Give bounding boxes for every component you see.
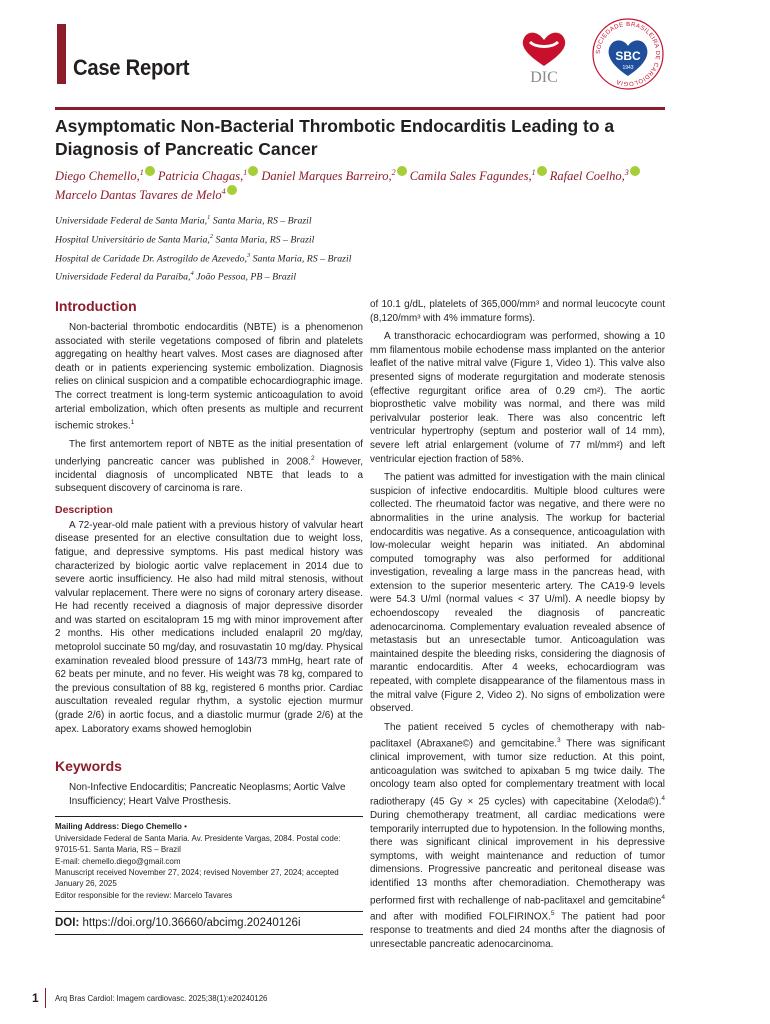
footer-citation: Arq Bras Cardiol: Imagem cardiovasc. 2025;38(1):e20240126 — [55, 994, 268, 1003]
body-paragraph: A transthoracic echocardiogram was performed, showing a 10 mm filamentous mobile echodense mass implanted on the anterior leaflet of the native mitral valve (Figure 1, Video 1). This valve also presented signs of moderate regurgitation and moderate stenosis (effective regurgitant orifice area of 0.29 cm²). The aortic bioprosthetic valve mobility was normal, and there was mild perivalvular posterior leak. There was also concentric left ventricular hypertrophy (septum and posterior wall of 14 mm), severe left atrial enlargement (volume of 77 ml/mm²) and left ventricular ejection fraction of 58%. — [370, 331, 665, 465]
doi-label: DOI: — [55, 917, 80, 930]
author-name[interactable]: Marcelo Dantas Tavares de Melo — [55, 188, 222, 203]
introduction-paragraph: Non-bacterial thrombotic endocarditis (NBTE) is a phenomenon associated with sterile vegetations composed of fibrin and platelets aggregating on healthy heart valves. Most cases are diagnosed after death or in patients experiencing systemic embolization. Diagnosis relies on clinical suspicion and a compatible echocardiographic image. The correct treatment is long-term systemic anticoagulation to avoid arterial embolization, which often presents as multiple and recurrent ischemic strokes.$^1$ — [55, 322, 363, 432]
page-number: 1 — [32, 991, 39, 1005]
section-label: Case Report — [73, 55, 190, 80]
doi-link[interactable]: https://doi.org/10.36660/abcimg.20240126i — [79, 917, 301, 930]
affiliation-list — [55, 210, 675, 285]
author-name[interactable]: Daniel Marques Barreiro, — [261, 169, 392, 184]
affiliation-line: Universidade Federal de Santa Maria,$^1$ Santa Maria, RS – Brazil — [55, 214, 312, 227]
orcid-icon[interactable] — [248, 166, 258, 176]
left-column — [55, 298, 363, 935]
body-paragraph: The patient received 5 cycles of chemotherapy with nab-paclitaxel (Abraxane©) and gemcitabine.$^3$ There was significant clinical improvement, with tumor size reduction. At this point, anticoagulation was switched to apixaban 5 mg twice daily. The oncology team also opted for complementary treatment with local radiotherapy (45 Gy × 25 cycles) with capecitabine (Xeloda©).$^4$ During chemotherapy treatment, all cardiac medications were temporarily interrupted due to hypotension. In the following months, there was significant clinical improvement in his depressive symptoms, with weight maintenance and reduction of tumor dimensions. Progressive pancreatic and peritoneal disease was identified 13 months after chemoradiation. Chemotherapy was performed first with rechallenge of nab-paclitaxel and gemcitabine$^4$ and after with modified FOLFIRINOX.$^5$ The patient had poor response to treatments and died 24 months after the diagnosis of unresectable pancreatic adenocarcinoma. — [370, 721, 665, 950]
orcid-icon[interactable] — [537, 166, 547, 176]
orcid-icon[interactable] — [630, 166, 640, 176]
introduction-heading: Introduction — [55, 298, 137, 314]
mailing-line: Universidade Federal de Santa Maria. Av. Presidente Vargas, 2084. Postal code: 97015-51. Santa Maria, RS – Brazil — [55, 833, 341, 855]
keywords-heading: Keywords — [55, 758, 122, 775]
mailing-email[interactable]: E-mail: chemello.diego@gmail.com — [55, 856, 181, 866]
author-name[interactable]: Camila Sales Fagundes, — [409, 169, 532, 184]
author-name[interactable]: Diego Chemello, — [55, 169, 140, 184]
sbc-logo-year: 1943 — [622, 65, 634, 71]
orcid-icon[interactable] — [145, 166, 155, 176]
mailing-address: Mailing Address: Diego Chemello • Universidade Federal de Santa Maria. Av. Presidente Vargas, 2084. Postal code: 97015-51. Santa Maria, RS – Brazil E-mail: chemello.diego@gmail.com Manuscript received November 27, 2024; revised November 27, 2024; accepted January 26, 2025 Editor responsible for the review: Marcelo Tavares — [55, 816, 363, 901]
affiliation-line: Hospital de Caridade Dr. Astrogildo de Azevedo,$^3$ Santa Maria, RS – Brazil — [55, 251, 352, 264]
header-accent-bar — [57, 24, 66, 84]
keywords-text: Non-Infective Endocarditis; Pancreatic Neoplasms; Aortic Valve Insufficiency; Heart Valve Prosthesis. — [69, 782, 346, 807]
dic-logo — [512, 22, 576, 86]
introduction-paragraph: The first antemortem report of NBTE as the initial presentation of underlying pancreatic cancer was published in 2008.$^2$ However, incidental diagnosis of uncomplicated NBTE that leads to a subsequent discovery of carcinoma is rare. — [55, 439, 363, 495]
sbc-logo — [590, 16, 666, 92]
body-paragraph: of 10.1 g/dL, platelets of 365,000/mm³ and normal leucocyte count (8,120/mm³ with 4% immature forms). — [370, 299, 665, 324]
sbc-ring-text: SOCIEDADE BRASILEIRA DE CARDIOLOGIA — [595, 21, 661, 87]
dic-logo-text: DIC — [530, 69, 558, 86]
affiliation-line: Universidade Federal da Paraíba,$^4$ João Pessoa, PB – Brazil — [55, 270, 297, 283]
article-title: Asymptomatic Non-Bacterial Thrombotic Endocarditis Leading to a Diagnosis of Pancreatic Cancer — [55, 116, 615, 159]
description-paragraph: A 72-year-old male patient with a previous history of valvular heart disease presented for an elective consultation due to weight loss, fatigue, and depressive symptoms. His past medical history was characterized by biologic aortic valve replacement in 2014 due to severe aortic insufficiency. He also had mild mitral stenosis, without valvular replacement. There were no signs of coronary artery disease. He had recently received a diagnosis of major depressive disorder and was started on escitalopram 15 mg with minor improvement after 2 months. His other medications included enalapril 20 mg/day, metoprolol succinate 50 mg/day, and rosuvastatin 10 mg/day. Physical examination revealed blood pressure of 143/73 mmHg, heart rate of 62 beats per minute, and no fever. His weight was 78 kg, compared to the previous consultation of 88 kg, registered 6 months prior. Cardiac auscultation revealed regular rhythm, a systolic ejection murmur (grade 2/6) in aortic focus, and a diastolic murmur (grade 2/6) at the apex. Laboratory exams showed hemoglobin — [55, 519, 363, 735]
sbc-logo-text: SBC — [615, 49, 641, 63]
description-heading: Description — [55, 503, 113, 516]
mailing-label: Mailing Address: Diego Chemello — [55, 822, 182, 832]
footer-rule — [45, 988, 46, 1008]
author-name[interactable]: Rafael Coelho, — [549, 169, 625, 184]
author-list: Diego Chemello,$^1$ Patricia Chagas,$^1$ Daniel Marques Barreiro,$^2$ Camila Sales Fagundes,$^1$ Rafael Coelho,$^3$ Marcelo Dantas Tavares de Melo$^4$ — [55, 165, 675, 203]
dic-heart-icon — [523, 33, 565, 66]
affiliation-line: Hospital Universitário de Santa Maria,$^2$ Santa Maria, RS – Brazil — [55, 232, 315, 246]
doi-box — [55, 911, 363, 935]
orcid-icon[interactable] — [397, 166, 407, 176]
header-rule — [55, 107, 665, 110]
body-paragraph: The patient was admitted for investigation with the main clinical suspicion of infective endocarditis. Multiple blood cultures were collected. The rheumatoid factor was negative, and there were no abnormalities in the urine analysis. The workup for bacterial endocarditis was negative. As a consequence, anticoagulation with low-molecular weight heparin was initiated. An abdominal computed tomography was also performed for additional investigation, revealing a large mass in the pancreas head, with extension to the superior mesenteric artery. The CA19-9 levels were 54.3 U/ml (normal values < 37 U/ml). A needle biopsy by echoendoscopy revealed the diagnosis of pancreatic adenocarcinoma. Complementary evaluation revealed absence of metastasis but an unresectable tumor. Anticoagulation was maintained despite the bleeding risks, considering the diagnosis of marantic endocarditis. After 4 weeks, echocardiogram was repeated, with complete disappearance of the filamentous mass in the mitral valve (Figure 2, Video 2). No signs of embolization were observed. — [370, 472, 665, 715]
orcid-icon[interactable] — [227, 185, 237, 195]
mailing-line: Manuscript received November 27, 2024; revised November 27, 2024; accepted January 26, 2025 — [55, 868, 339, 889]
author-name[interactable]: Patricia Chagas, — [157, 169, 244, 184]
right-column — [370, 298, 665, 957]
mailing-line: Editor responsible for the review: Marcelo Tavares — [55, 890, 233, 900]
